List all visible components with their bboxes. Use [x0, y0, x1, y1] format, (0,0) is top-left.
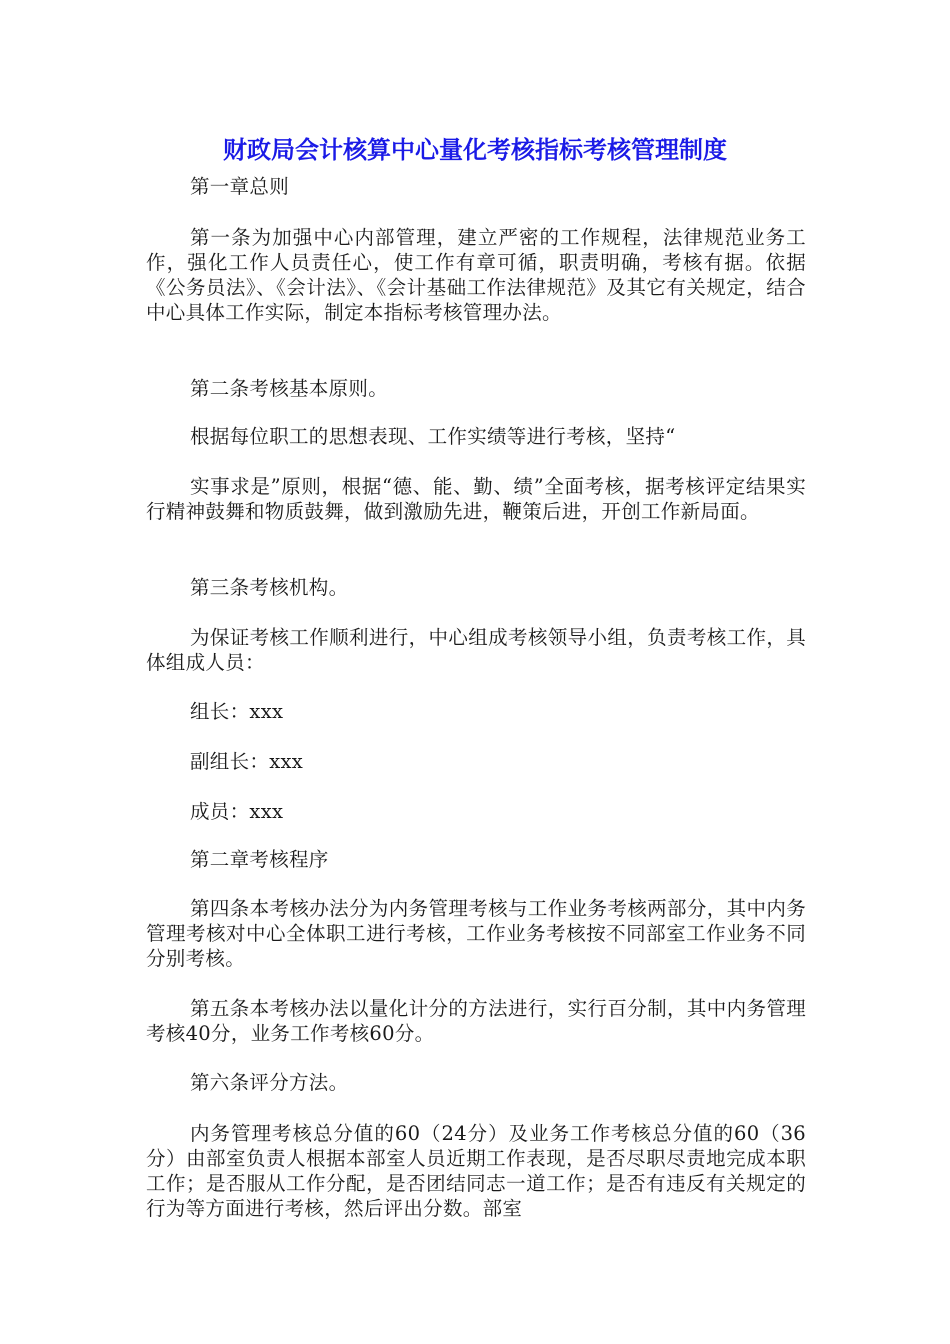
paragraph: 第五条本考核办法以量化计分的方法进行，实行百分制，其中内务管理考核40分，业务工作考核60分。 — [146, 997, 806, 1045]
paragraph: 第二条考核基本原则。 — [190, 377, 389, 400]
chapter-heading: 第一章总则 — [190, 175, 290, 198]
paragraph: 根据每位职工的思想表现、工作实绩等进行考核，坚持“ — [190, 425, 676, 448]
paragraph: 第六条评分方法。 — [190, 1071, 349, 1094]
paragraph: 组长：xxx — [190, 700, 284, 723]
paragraph: 副组长：xxx — [190, 750, 304, 773]
paragraph: 为保证考核工作顺利进行，中心组成考核领导小组，负责考核工作，具体组成人员： — [146, 626, 806, 674]
chapter-heading: 第二章考核程序 — [190, 848, 329, 871]
paragraph: 第一条为加强中心内部管理，建立严密的工作规程，法律规范业务工作，强化工作人员责任心，使工作有章可循，职责明确，考核有据。依据《公务员法》、《会计法》、《会计基础工作法律规范》及其它有关规定，结合中心具体工作实际，制定本指标考核管理办法。 — [146, 226, 806, 324]
paragraph: 第三条考核机构。 — [190, 576, 349, 599]
paragraph: 实事求是”原则，根据“德、能、勤、绩”全面考核，据考核评定结果实行精神鼓舞和物质鼓舞，做到激励先进，鞭策后进，开创工作新局面。 — [146, 475, 806, 523]
paragraph: 内务管理考核总分值的60（24分）及业务工作考核总分值的60（36分）由部室负责人根据本部室人员近期工作表现，是否尽职尽责地完成本职工作；是否服从工作分配，是否团结同志一道工作；是否有违反有关规定的行为等方面进行考核，然后评出分数。部室 — [146, 1122, 806, 1220]
document-title: 财政局会计核算中心量化考核指标考核管理制度 — [223, 136, 727, 164]
paragraph: 第四条本考核办法分为内务管理考核与工作业务考核两部分，其中内务管理考核对中心全体职工进行考核，工作业务考核按不同部室工作业务不同分别考核。 — [146, 897, 806, 970]
paragraph: 成员：xxx — [190, 800, 284, 823]
